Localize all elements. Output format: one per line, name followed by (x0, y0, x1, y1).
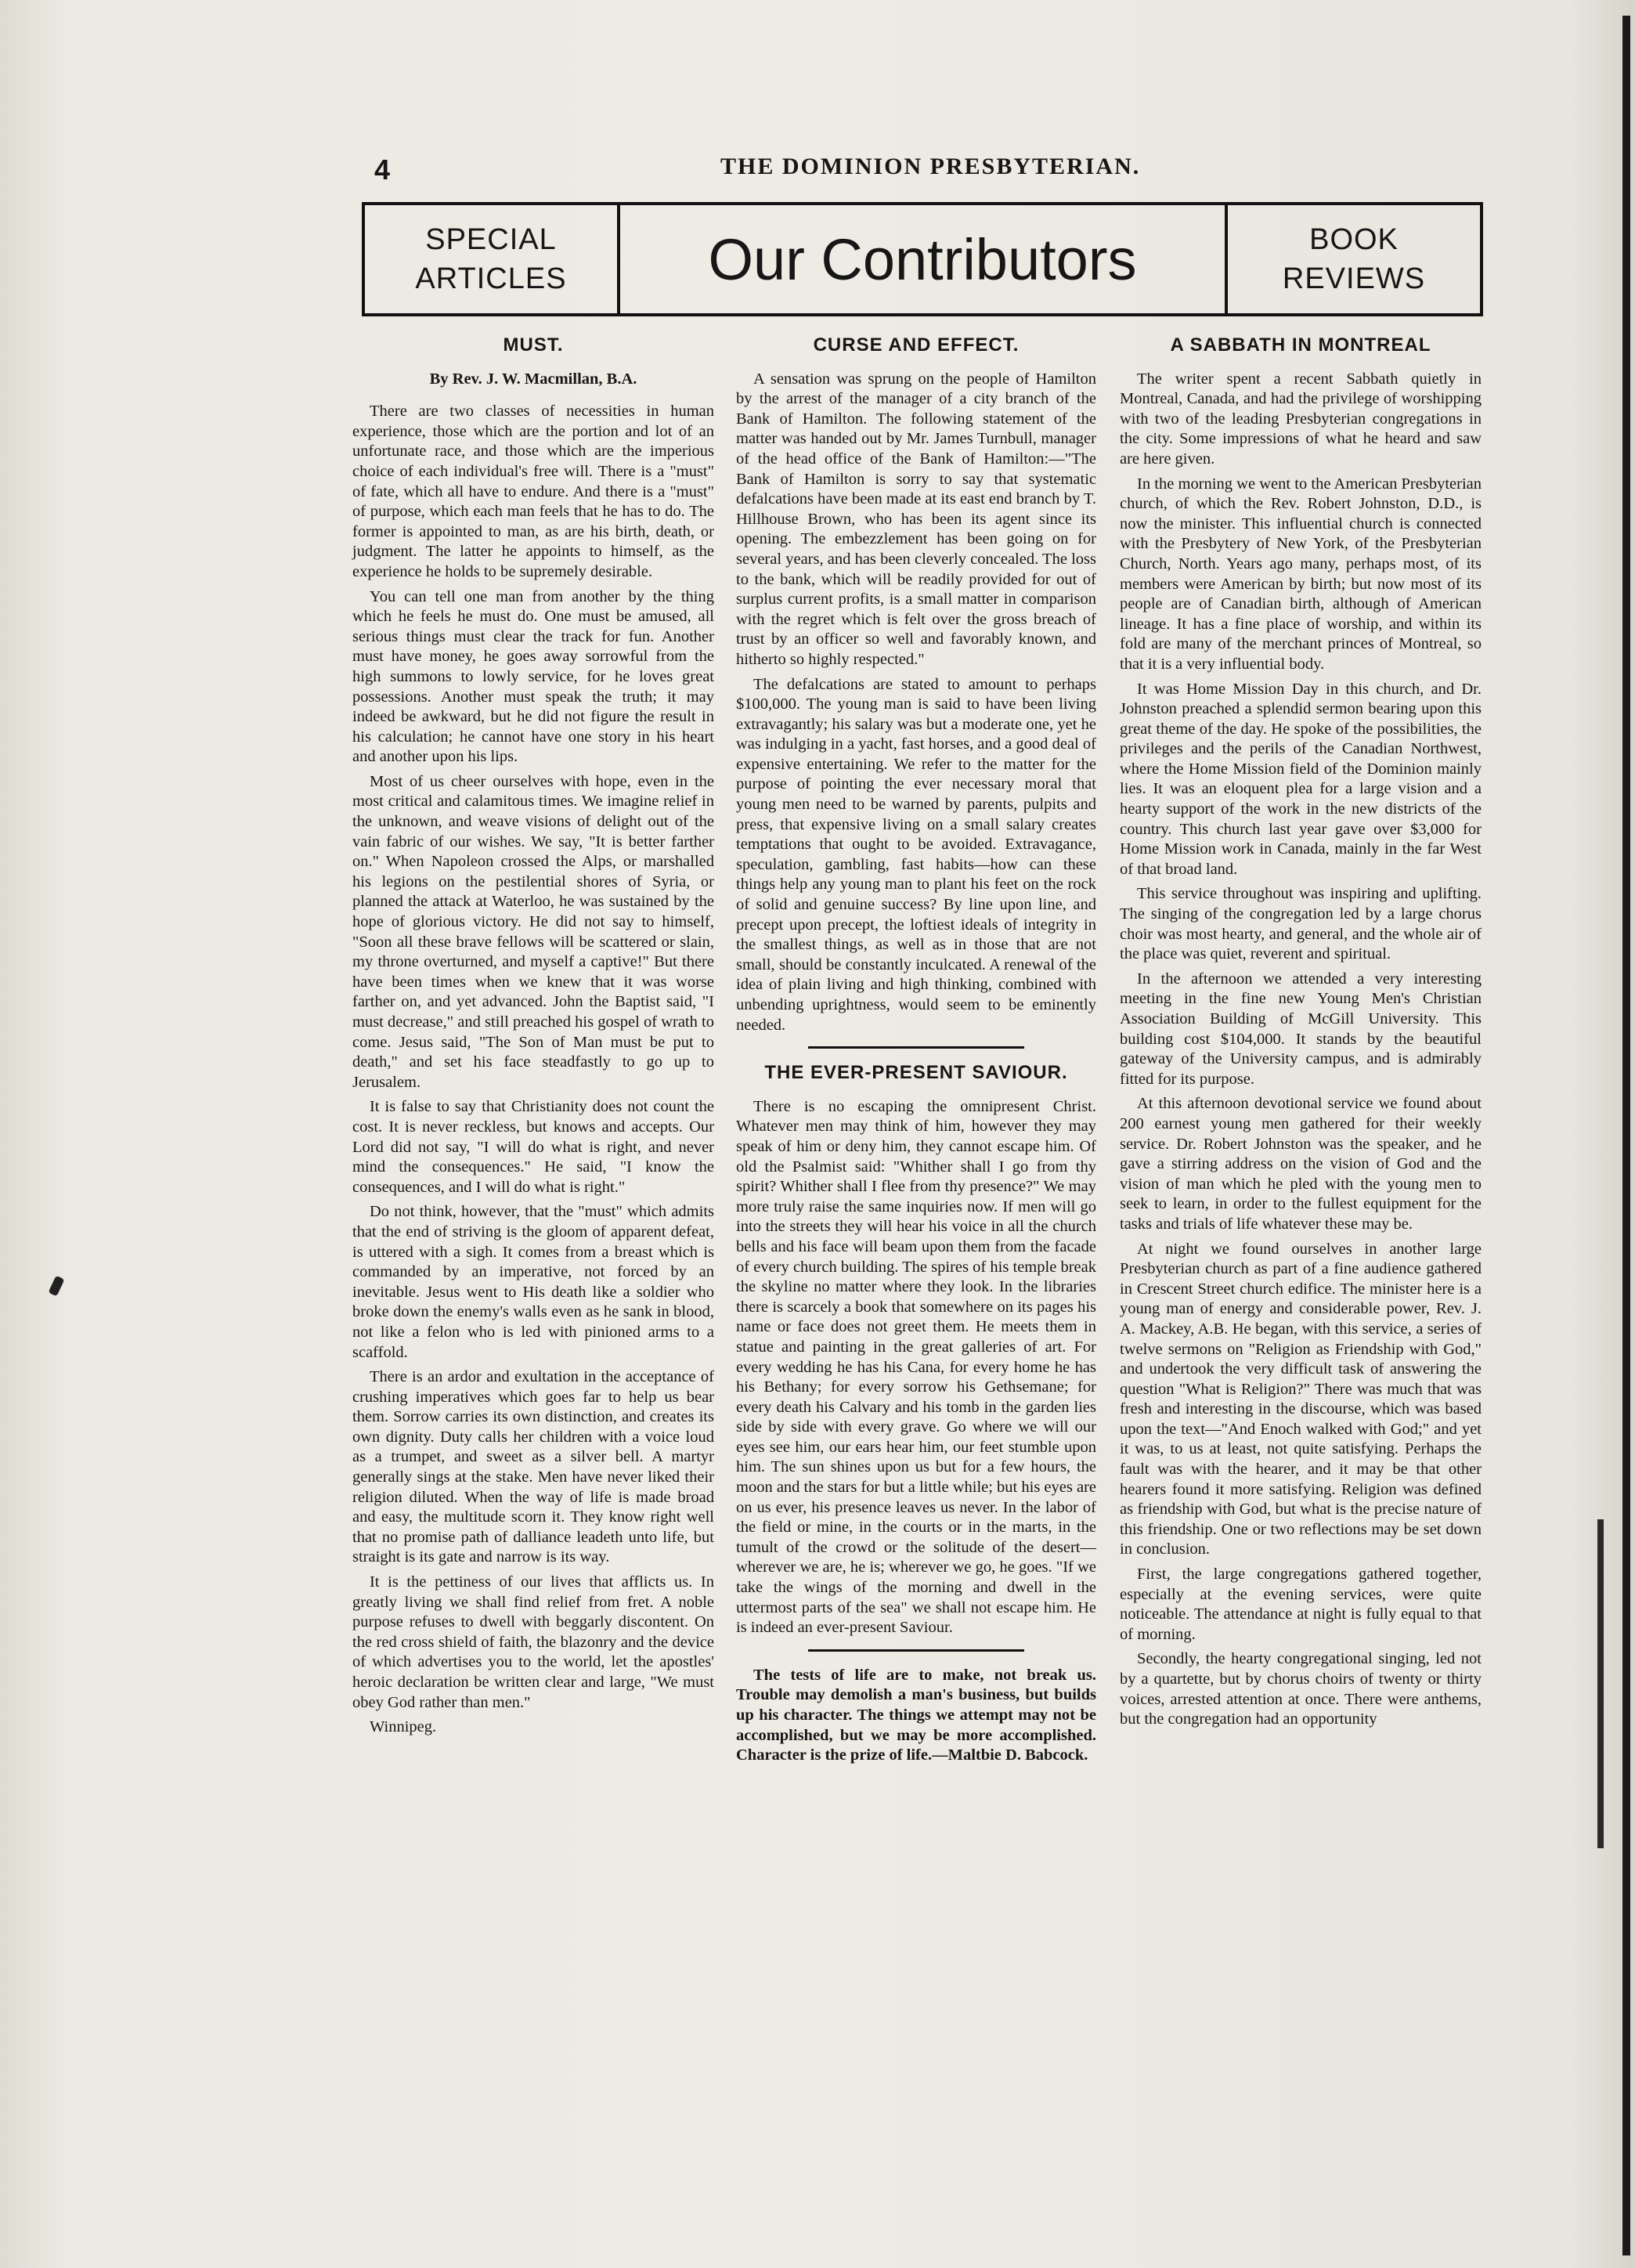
banner-right-line2: REVIEWS (1282, 262, 1426, 295)
ink-blot (48, 1276, 64, 1297)
article-title-saviour: THE EVER-PRESENT SAVIOUR. (764, 1062, 1068, 1084)
page-edge-shadow (1622, 16, 1630, 2255)
paragraph: This service throughout was inspiring and uplifting. The singing of the congregation led by a large chorus choir was most hearty, and general, and the whole air of the place was quiet, reverent and spiritual. (1120, 885, 1482, 963)
banner-left-box (365, 205, 620, 313)
paragraph: There is no escaping the omnipresent Christ. Whatever men may think of him, however they may speak of him or deny him, they cannot escape him. Of old the Psalmist said: "Whither shall I go from thy spirit? Whither shall I flee from thy presence?" We may more truly raise the same inquiries now. If men will go into the streets they will hear his voice in all the church bells and his face will beam upon them from the facade of every church building. The spires of his temple break the skyline no matter where they look. In the libraries there is scarcely a book that somewhere on its pages his name or face does not greet them. He meets them in statue and painting in the great galleries of art. For every wedding he has his Cana, for every home he has his Bethany; for every sorrow his Gethsemane; for every death his Calvary and his tomb in the garden lies side by side with every grave. Go where we will our eyes see him, our ears hear him, our feet stumble upon him. The sun shines upon us but for a few hours, the moon and the stars for but a little while; but his eyes are on us ever, his presence leaves us never. In the labor of the field or mine, in the courts or in the marts, in the tumult of the crowd or the solitude of the desert—wherever we are, he is; wherever we go, he goes. "If we take the wings of the morning and dwell in the uttermost parts of the sea" we shall not escape him. He is indeed an ever-present Saviour. (736, 1097, 1096, 1637)
page-number: 4 (374, 153, 391, 186)
paragraph: First, the large congregations gathered together, especially at the evening services, were quite noticeable. The attendance at night is fully equal to that of morning. (1120, 1566, 1482, 1643)
article-title-curse: CURSE AND EFFECT. (813, 334, 1020, 356)
paragraph: Do not think, however, that the "must" which admits that the end of striving is the gloom of apparent defeat, is uttered with a sigh. It comes from a breast which is commanded by an imperative, not forced by an inevitable. Jesus went to His death like a soldier who broke down the enemy's walls even as he sank in blood, not like a felon who is led with pinioned arms to a scaffold. (352, 1203, 714, 1361)
article-title-must: MUST. (503, 334, 564, 356)
paragraph: It is the pettiness of our lives that afflicts us. In greatly living we shall find relief from fret. A noble purpose refuses to dwell with beggarly discontent. On the red cross shield of faith, the blazonry and the device of which advertises you to the world, let the apostles' heroic declaration be written clear and large, "We must obey God rather than men." (352, 1573, 714, 1711)
paragraph: It is false to say that Christianity does not count the cost. It is never reckless, but knows and accepts. Our Lord did not say, "I will do what is right, and never mind the consequences." He said, "I know the consequences, and I will do what is right." (352, 1098, 714, 1196)
section-divider (808, 1046, 1024, 1049)
banner-left-line2: ARTICLES (415, 262, 567, 295)
paragraph: At night we found ourselves in another large Presbyterian church as part of a fine audience gathered in Crescent Street church edifice. The minister here is a young man of energy and considerable power, Rev. J. A. Mackey, A.B. He began, with this service, a series of twelve sermons on "Religion as Friendship with God," and undertook the very difficult task of answering the question "What is Religion?" There was much that was fresh and interesting in the discourse, which was based upon the text—"And Enoch walked with God;" and yet it was, to us at least, not quite satisfying. Perhaps the fault was with the hearer, and it may be that other hearers found it more satisfying. Religion was defined as friendship with God, but what is the precise nature of this friendship. One or two reflections may be set down in conclusion. (1120, 1240, 1482, 1558)
paragraph: A sensation was sprung on the people of Hamilton by the arrest of the manager of a city branch of the Bank of Hamilton. The following statement of the matter was handed out by Mr. James Turnbull, manager of the head office of the Bank of Hamilton:—"The Bank of Hamilton is sorry to say that systematic defalcations have been made at its east end branch by T. Hillhouse Brown, who has been its agent since its opening. The embezzlement has been going on for several years, and has been cleverly concealed. The loss to the bank, which will be readily provided for out of surplus current profits, is a small matter in comparison with the regret which is felt over the gross breach of trust by an officer so well and favorably known, and hitherto so highly respected." (736, 370, 1096, 668)
paragraph: In the morning we went to the American Presbyterian church, of which the Rev. Robert Johnston, D.D., is now the minister. This influential church is connected with the Presbytery of New York, of the Presbyterian Church, North. Years ago many, perhaps most, of its members were American by birth; but now most of its people are of Canadian birth, although of American lineage. It has a fine place of worship, and within its fold are many of the merchant princes of Montreal, so that it is a very influential body. (1120, 475, 1482, 673)
paragraph: There is an ardor and exultation in the acceptance of crushing imperatives which goes far to help us bear them. Sorrow carries its own distinction, and creates its own dignity. Duty calls her children with a voice loud as a trumpet, and sweet as a silver bell. A martyr generally sings at the stake. Men have never liked their religion diluted. When the way of life is made broad and easy, the multitude scorn it. They know right well that no promise path of dalliance leadeth unto life, but straight is its gate and narrow is its way. (352, 1368, 714, 1566)
paragraph: It was Home Mission Day in this church, and Dr. Johnston preached a splendid sermon bearing upon this great theme of the day. He spoke of the possibilities, the privileges and the perils of the Canadian Northwest, where the Home Mission field of the Dominion mainly lies. It was an eloquent plea for a large vision and a hearty support of the work in the new districts of the country. This church last year gave over $3,000 for Home Mission work in Canada, mainly in the far West of that broad land. (1120, 680, 1482, 878)
column-3 (1120, 335, 1482, 1735)
banner-left-line1: SPECIAL (425, 223, 557, 256)
paragraph: Secondly, the hearty congregational singing, led not by a quartette, but by chorus choirs of twenty or thirty voices, arrested attention at once. There were anthems, but the congregation had an opportunity (1120, 1650, 1482, 1728)
article-byline: By Rev. J. W. Macmillan, B.A. (429, 370, 637, 388)
article-title-montreal: A SABBATH IN MONTREAL (1170, 334, 1431, 356)
paragraph: At this afternoon devotional service we found about 200 earnest young men gathered for their weekly service. Dr. Robert Johnston was the speaker, and he gave a stirring address on the vision of God and the vision of man which he pled with the young men to seek to learn, in order to the fullest equipment for the tasks and trials of life whatever these may be. (1120, 1095, 1482, 1233)
page-edge-mark (1597, 1519, 1604, 1848)
banner-right-box (1225, 205, 1480, 313)
banner-title: Our Contributors (708, 226, 1137, 292)
banner-right-line1: BOOK (1309, 223, 1399, 256)
section-banner (362, 202, 1483, 316)
publication-title: THE DOMINION PRESBYTERIAN. (720, 153, 1141, 179)
paragraph: The defalcations are stated to amount to perhaps $100,000. The young man is said to have been living extravagantly; his salary was but a moderate one, yet he was indulging in a yacht, fast horses, and a good deal of expensive entertaining. We refer to the matter for the purpose of pointing the ever necessary moral that young men need to be warned by parents, pulpits and press, that expensive living on a small salary creates temptations that ought to be avoided. Extravagance, speculation, gambling, fast habits—how can these things help any young man to plant his feet on the rock of solid and genuine success? By line upon line, and precept upon precept, the loftiest ideals of integrity in the smallest things, as well as in those that are not small, should be constantly inculcated. A renewal of the idea of plain living and high thinking, combined with unbending uprightness, would seem to be eminently needed. (736, 675, 1096, 1034)
paragraph: In the afternoon we attended a very interesting meeting in the fine new Young Men's Christian Association Building of McGill University. This building cost $104,000. It stands by the beautiful gateway of the University campus, and is admirably fitted for its purpose. (1120, 970, 1482, 1088)
column-2 (736, 335, 1096, 1771)
paragraph: The writer spent a recent Sabbath quietly in Montreal, Canada, and had the privilege of worshipping with two of the leading Presbyterian congregations in the city. Some impressions of what he heard and saw are here given. (1120, 370, 1482, 468)
paragraph: There are two classes of necessities in human experience, those which are the portion and lot of an unfortunate race, and those which are the imperious choice of each individual's free will. There is a "must" of fate, which all have to endure. And there is a "must" of purpose, which each man feels that he has to do. The former is appointed to man, as are his birth, death, or judgment. The latter he appoints to himself, as the experience he holds to be supremely desirable. (352, 403, 714, 580)
column-1 (352, 335, 714, 1743)
paragraph: Most of us cheer ourselves with hope, even in the most critical and calamitous times. We imagine relief in the unknown, and weave visions of delight out of the vain fabric of our wishes. We say, "It is better farther on." When Napoleon crossed the Alps, or marshalled his legions on the pestilential shores of Syria, or planned the attack at Waterloo, he was sustained by the hope of glorious victory. He did not say to himself, "Soon all these brave fellows will be scattered or slain, my throne overturned, and myself a captive!" But there have been times when we knew that it was worse farther on, and yet advanced. John the Baptist said, "I must decrease," and still preached his gospel of wrath to come. Jesus said, "The Son of Man must be put to death," and set his face steadfastly to go up to Jerusalem. (352, 772, 714, 1091)
signoff: Winnipeg. (370, 1718, 437, 1736)
paragraph: You can tell one man from another by the thing which he feels he must do. One must be amused, all serious things must clear the track for fun. Another must have money, he goes away sorrowful from the high summons to lowly service, for he loves great possessions. Another must speak the truth; it may indeed be awkward, but he did not figure the result in his calculation; he cannot have one story in his heart and another upon his lips. (352, 587, 714, 766)
section-divider (808, 1649, 1024, 1652)
quote-paragraph: The tests of life are to make, not break us. Trouble may demolish a man's business, but builds up his character. The things we attempt may not be accomplished, but we may be more accomplished. Character is the prize of life.—Maltbie D. Babcock. (736, 1666, 1096, 1764)
